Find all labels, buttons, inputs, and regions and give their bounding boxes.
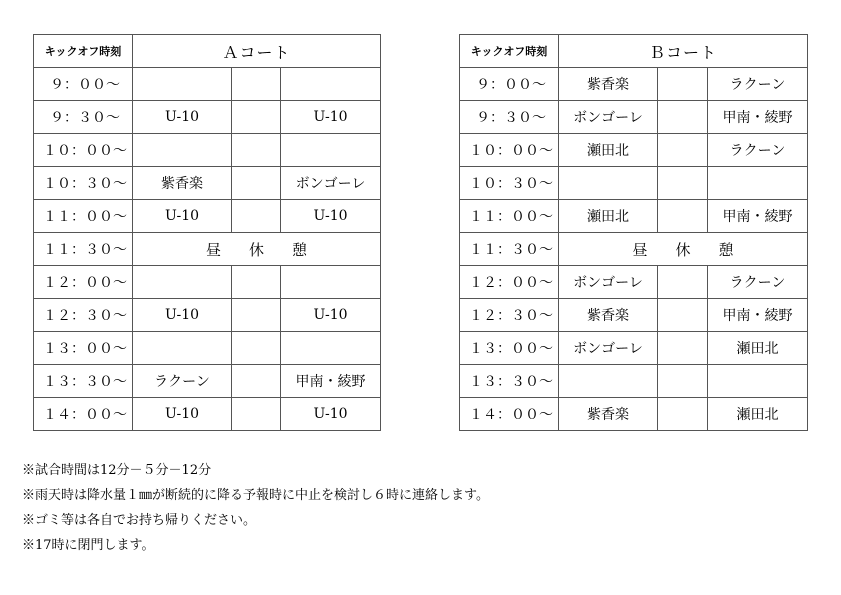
schedule-row bbox=[34, 299, 381, 332]
team-right-cell: U-10 bbox=[281, 299, 381, 332]
schedule-row bbox=[34, 233, 381, 266]
schedule-row bbox=[460, 398, 808, 431]
schedule-row bbox=[460, 134, 808, 167]
schedule-row bbox=[34, 365, 381, 398]
team-right-cell: ラクーン bbox=[708, 134, 808, 167]
kickoff-time-cell: １１：３０～ bbox=[460, 233, 559, 266]
lunch-break-char: 休 bbox=[249, 240, 265, 259]
kickoff-time-cell: １２：００～ bbox=[460, 266, 559, 299]
kickoff-time-cell: １１：００～ bbox=[34, 200, 133, 233]
team-right-cell bbox=[281, 68, 381, 101]
kickoff-time-header: キックオフ時刻 bbox=[460, 35, 559, 68]
team-right-cell: 瀬田北 bbox=[708, 332, 808, 365]
kickoff-time-cell: ９：３０～ bbox=[460, 101, 559, 134]
schedule-row bbox=[34, 266, 381, 299]
schedule-row bbox=[34, 398, 381, 431]
court-a-schedule-table bbox=[33, 34, 381, 431]
team-right-cell bbox=[281, 266, 381, 299]
schedule-row bbox=[460, 167, 808, 200]
kickoff-time-cell: １２：００～ bbox=[34, 266, 133, 299]
schedule-row bbox=[460, 299, 808, 332]
schedule-row bbox=[460, 266, 808, 299]
team-right-cell: 甲南・綾野 bbox=[708, 200, 808, 233]
kickoff-time-cell: １４：００～ bbox=[34, 398, 133, 431]
team-left-cell: ボンゴーレ bbox=[559, 266, 658, 299]
versus-cell bbox=[232, 398, 281, 431]
lunch-break-char: 憩 bbox=[292, 240, 308, 259]
schedule-row bbox=[460, 200, 808, 233]
team-left-cell: ボンゴーレ bbox=[559, 332, 658, 365]
versus-cell bbox=[658, 101, 708, 134]
lunch-break-char: 昼 bbox=[632, 240, 648, 259]
team-right-cell bbox=[281, 134, 381, 167]
versus-cell bbox=[232, 167, 281, 200]
versus-cell bbox=[658, 200, 708, 233]
kickoff-time-cell: ９：００～ bbox=[460, 68, 559, 101]
versus-cell bbox=[232, 299, 281, 332]
note-closing-time: ※17時に閉門します。 bbox=[22, 538, 155, 553]
versus-cell bbox=[658, 332, 708, 365]
team-left-cell: 瀬田北 bbox=[559, 200, 658, 233]
versus-cell bbox=[232, 332, 281, 365]
versus-cell bbox=[658, 68, 708, 101]
schedule-row bbox=[34, 200, 381, 233]
lunch-break-char: 憩 bbox=[718, 240, 734, 259]
team-right-cell: ラクーン bbox=[708, 266, 808, 299]
team-left-cell: ラクーン bbox=[133, 365, 232, 398]
kickoff-time-cell: １２：３０～ bbox=[460, 299, 559, 332]
team-left-cell: 紫香楽 bbox=[559, 398, 658, 431]
kickoff-time-cell: １３：３０～ bbox=[460, 365, 559, 398]
team-right-cell: ボンゴーレ bbox=[281, 167, 381, 200]
schedule-row bbox=[34, 101, 381, 134]
team-left-cell: U-10 bbox=[133, 101, 232, 134]
kickoff-time-cell: １３：３０～ bbox=[34, 365, 133, 398]
kickoff-time-cell: １３：００～ bbox=[34, 332, 133, 365]
versus-cell bbox=[232, 365, 281, 398]
team-left-cell: U-10 bbox=[133, 398, 232, 431]
kickoff-time-cell: １０：００～ bbox=[460, 134, 559, 167]
team-right-cell: U-10 bbox=[281, 101, 381, 134]
team-left-cell: 紫香楽 bbox=[133, 167, 232, 200]
kickoff-time-cell: １０：３０～ bbox=[460, 167, 559, 200]
versus-cell bbox=[658, 134, 708, 167]
schedule-row bbox=[34, 332, 381, 365]
schedule-row bbox=[34, 68, 381, 101]
kickoff-time-cell: １１：３０～ bbox=[34, 233, 133, 266]
lunch-break-cell bbox=[559, 233, 808, 266]
note-trash: ※ゴミ等は各自でお持ち帰りください。 bbox=[22, 513, 257, 528]
court-b-rows bbox=[460, 68, 808, 431]
team-right-cell bbox=[708, 365, 808, 398]
team-right-cell: 甲南・綾野 bbox=[708, 101, 808, 134]
versus-cell bbox=[658, 299, 708, 332]
versus-cell bbox=[232, 134, 281, 167]
team-right-cell: U-10 bbox=[281, 200, 381, 233]
lunch-break-char: 昼 bbox=[205, 240, 221, 259]
versus-cell bbox=[232, 101, 281, 134]
kickoff-time-cell: ９：３０～ bbox=[34, 101, 133, 134]
versus-cell bbox=[658, 167, 708, 200]
court-a-rows bbox=[34, 68, 381, 431]
team-right-cell bbox=[708, 167, 808, 200]
team-left-cell bbox=[559, 167, 658, 200]
versus-cell bbox=[232, 68, 281, 101]
note-rain-policy: ※雨天時は降水量１㎜が断続的に降る予報時に中止を検討し６時に連絡します。 bbox=[22, 488, 489, 503]
team-left-cell: 瀬田北 bbox=[559, 134, 658, 167]
notes bbox=[22, 458, 489, 558]
versus-cell bbox=[658, 365, 708, 398]
note-match-time: ※試合時間は12分－５分－12分 bbox=[22, 463, 212, 478]
team-right-cell bbox=[281, 332, 381, 365]
kickoff-time-cell: １３：００～ bbox=[460, 332, 559, 365]
team-left-cell bbox=[559, 365, 658, 398]
team-left-cell: ボンゴーレ bbox=[559, 101, 658, 134]
versus-cell bbox=[232, 266, 281, 299]
team-left-cell bbox=[133, 68, 232, 101]
kickoff-time-cell: １４：００～ bbox=[460, 398, 559, 431]
court-a-title: Ａコート bbox=[133, 35, 381, 68]
schedule-row bbox=[34, 167, 381, 200]
kickoff-time-cell: １０：００～ bbox=[34, 134, 133, 167]
team-left-cell bbox=[133, 266, 232, 299]
team-right-cell: 甲南・綾野 bbox=[708, 299, 808, 332]
team-right-cell: 甲南・綾野 bbox=[281, 365, 381, 398]
schedule-row bbox=[460, 101, 808, 134]
team-left-cell: U-10 bbox=[133, 299, 232, 332]
court-b-schedule-table bbox=[459, 34, 808, 431]
kickoff-time-cell: １１：００～ bbox=[460, 200, 559, 233]
team-left-cell: U-10 bbox=[133, 200, 232, 233]
kickoff-time-cell: ９：００～ bbox=[34, 68, 133, 101]
versus-cell bbox=[232, 200, 281, 233]
team-right-cell: ラクーン bbox=[708, 68, 808, 101]
schedule-row bbox=[460, 233, 808, 266]
court-b-title: Ｂコート bbox=[559, 35, 808, 68]
kickoff-time-header: キックオフ時刻 bbox=[34, 35, 133, 68]
schedule-row bbox=[460, 365, 808, 398]
kickoff-time-cell: １０：３０～ bbox=[34, 167, 133, 200]
team-left-cell: 紫香楽 bbox=[559, 68, 658, 101]
versus-cell bbox=[658, 398, 708, 431]
kickoff-time-cell: １２：３０～ bbox=[34, 299, 133, 332]
schedule-row bbox=[460, 68, 808, 101]
team-left-cell bbox=[133, 134, 232, 167]
versus-cell bbox=[658, 266, 708, 299]
team-right-cell: 瀬田北 bbox=[708, 398, 808, 431]
lunch-break-char: 休 bbox=[675, 240, 691, 259]
schedule-row bbox=[34, 134, 381, 167]
schedule-row bbox=[460, 332, 808, 365]
team-right-cell: U-10 bbox=[281, 398, 381, 431]
team-left-cell: 紫香楽 bbox=[559, 299, 658, 332]
lunch-break-cell bbox=[133, 233, 381, 266]
team-left-cell bbox=[133, 332, 232, 365]
